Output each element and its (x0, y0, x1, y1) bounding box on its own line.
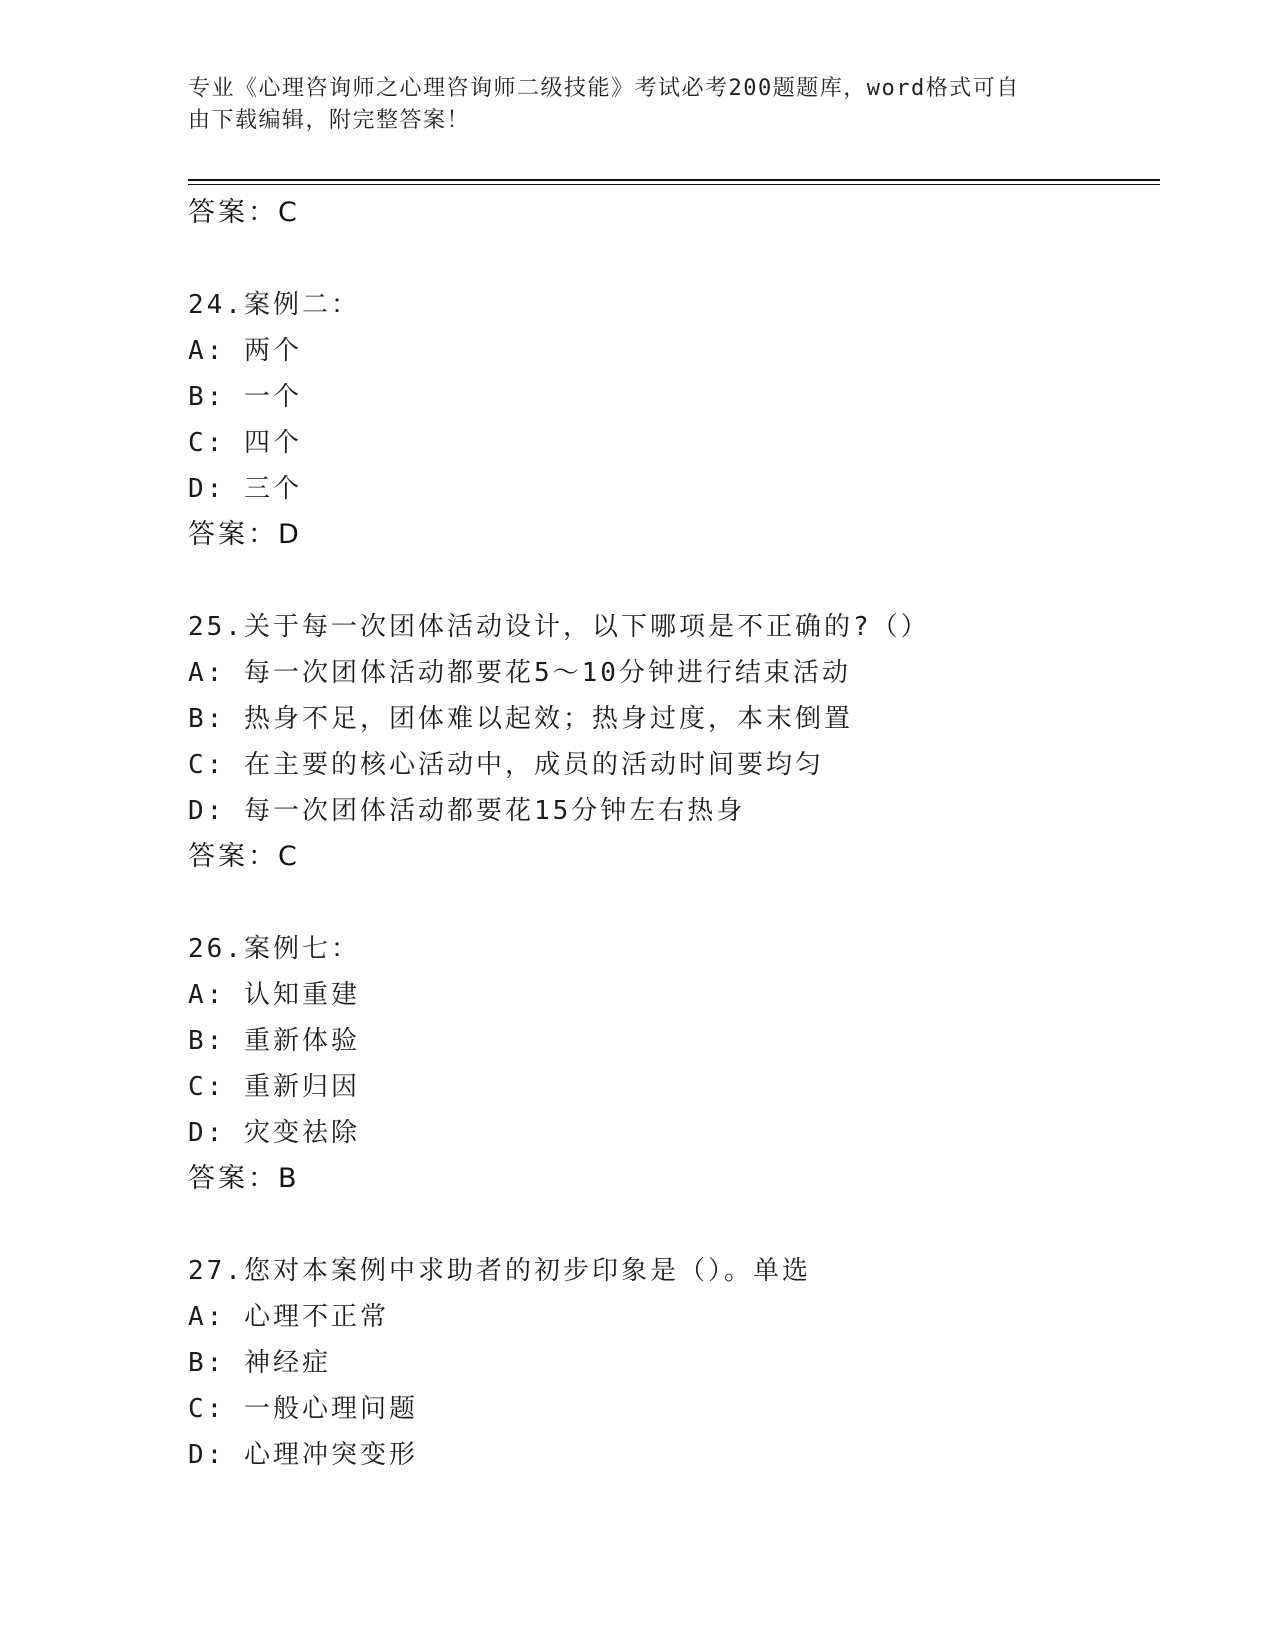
header-line-1: 专业《心理咨询师之心理咨询师二级技能》考试必考200题题库，word格式可自 (188, 76, 1020, 101)
header-line-2: 由下载编辑，附完整答案！ (188, 108, 471, 133)
option-a: A: 认知重建 (188, 980, 360, 1010)
option-b: B: 神经症 (188, 1348, 331, 1378)
option-d: D: 每一次团体活动都要花15分钟左右热身 (188, 796, 746, 826)
option-b: B: 重新体验 (188, 1026, 360, 1056)
option-c: C: 在主要的核心活动中，成员的活动时间要均匀 (188, 750, 824, 780)
header-rule-thin (188, 184, 1160, 185)
spacer (188, 1202, 1148, 1248)
option-d: D: 三个 (188, 474, 302, 504)
previous-answer: 答案：C (188, 197, 300, 228)
option-a: A: 两个 (188, 336, 302, 366)
question-24 (188, 282, 1148, 558)
spacer (188, 236, 1148, 282)
spacer (188, 558, 1148, 604)
option-d: D: 灾变祛除 (188, 1118, 360, 1148)
question-stem: 24.案例二： (188, 290, 360, 320)
answer-line: 答案：C (188, 841, 300, 872)
option-a: A: 每一次团体活动都要花5～10分钟进行结束活动 (188, 658, 851, 688)
answer-line: 答案：D (188, 519, 302, 550)
question-stem: 26.案例七： (188, 934, 360, 964)
question-27 (188, 1248, 1148, 1478)
question-list (188, 190, 1148, 1478)
option-c: C: 四个 (188, 428, 302, 458)
question-26 (188, 926, 1148, 1202)
question-stem: 25.关于每一次团体活动设计，以下哪项是不正确的?（） (188, 612, 930, 642)
option-b: B: 热身不足，团体难以起效；热身过度，本末倒置 (188, 704, 853, 734)
spacer (188, 880, 1148, 926)
question-stem: 27.您对本案例中求助者的初步印象是（）。单选 (188, 1256, 811, 1286)
option-a: A: 心理不正常 (188, 1302, 389, 1332)
question-25 (188, 604, 1148, 880)
header-rule-thick (188, 179, 1160, 181)
option-b: B: 一个 (188, 382, 302, 412)
option-c: C: 一般心理问题 (188, 1394, 418, 1424)
page-header (188, 73, 1068, 137)
option-c: C: 重新归因 (188, 1072, 360, 1102)
option-d: D: 心理冲突变形 (188, 1440, 418, 1470)
answer-line: 答案：B (188, 1163, 300, 1194)
